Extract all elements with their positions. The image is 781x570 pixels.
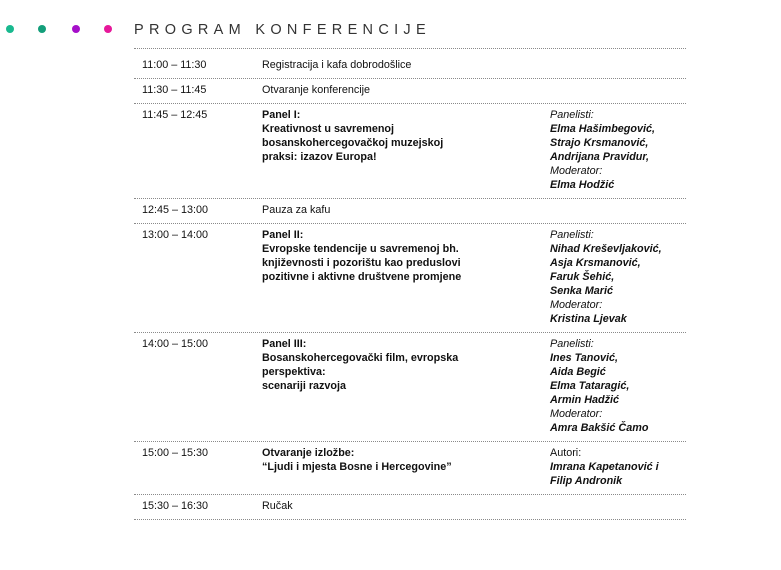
program-row xyxy=(134,442,686,495)
participants xyxy=(550,446,690,488)
time-slot: 11:45 – 12:45 xyxy=(142,109,208,121)
time-slot: 15:30 – 16:30 xyxy=(142,500,209,512)
event-line: praksi: izazov Europa! xyxy=(262,151,377,163)
participant-role-label: Autori: xyxy=(550,447,582,459)
program-row xyxy=(134,333,686,442)
participants xyxy=(550,228,690,326)
participant-name: Filip Andronik xyxy=(550,475,623,487)
event-line: “Ljudi i mjesta Bosne i Hercegovine” xyxy=(262,461,452,473)
event-line: Registracija i kafa dobrodošlice xyxy=(262,59,412,71)
event-description xyxy=(262,83,532,97)
participant-role-label: Moderator: xyxy=(550,408,603,420)
event-description xyxy=(262,108,532,164)
event-line: pozitivne i aktivne društvene promjene xyxy=(262,271,462,283)
participants xyxy=(550,108,690,192)
dot-2-icon xyxy=(38,25,46,33)
participants xyxy=(550,337,690,435)
participant-name: Senka Marić xyxy=(550,285,614,297)
event-description xyxy=(262,58,532,72)
program-row xyxy=(134,224,686,333)
time-slot: 14:00 – 15:00 xyxy=(142,338,209,350)
participant-role-label: Panelisti: xyxy=(550,109,594,121)
program-row xyxy=(134,79,686,104)
participant-name: Armin Hadžić xyxy=(550,394,619,406)
participant-name: Faruk Šehić, xyxy=(550,271,615,283)
program-table xyxy=(134,54,686,520)
event-description xyxy=(262,337,532,393)
program-row xyxy=(134,495,686,520)
program-row xyxy=(134,54,686,79)
dot-3-icon xyxy=(72,25,80,33)
time-slot: 13:00 – 14:00 xyxy=(142,229,209,241)
time-slot: 11:30 – 11:45 xyxy=(142,84,207,96)
page-title: PROGRAM KONFERENCIJE xyxy=(134,22,431,38)
participant-name: Elma Hodžić xyxy=(550,179,615,191)
event-line: Panel II: xyxy=(262,229,304,241)
dot-4-icon xyxy=(104,25,112,33)
event-line: Ručak xyxy=(262,500,293,512)
event-line: Bosanskohercegovački film, evropska xyxy=(262,352,459,364)
event-description xyxy=(262,446,532,474)
participant-name: Andrijana Pravidur, xyxy=(550,151,650,163)
participant-name: Strajo Krsmanović, xyxy=(550,137,649,149)
top-divider xyxy=(134,48,686,49)
event-line: Otvaranje konferencije xyxy=(262,84,371,96)
participant-role-label: Panelisti: xyxy=(550,338,594,350)
participant-name: Amra Bakšić Čamo xyxy=(550,422,649,434)
event-line: Kreativnost u savremenoj xyxy=(262,123,395,135)
participant-name: Asja Krsmanović, xyxy=(550,257,641,269)
participant-name: Elma Tataragić, xyxy=(550,380,630,392)
participant-role-label: Moderator: xyxy=(550,299,603,311)
participant-name: Ines Tanović, xyxy=(550,352,619,364)
event-description xyxy=(262,228,532,284)
event-line: perspektiva: xyxy=(262,366,326,378)
event-line: Pauza za kafu xyxy=(262,204,331,216)
event-line: Otvaranje izložbe: xyxy=(262,447,355,459)
event-line: književnosti i pozorištu kao preduslovi xyxy=(262,257,461,269)
event-line: Panel III: xyxy=(262,338,307,350)
event-line: Evropske tendencije u savremenoj bh. xyxy=(262,243,459,255)
event-description xyxy=(262,203,532,217)
participant-name: Kristina Ljevak xyxy=(550,313,627,325)
header xyxy=(0,21,781,41)
event-description xyxy=(262,499,532,513)
participant-role-label: Moderator: xyxy=(550,165,603,177)
participant-role-label: Panelisti: xyxy=(550,229,594,241)
event-line: Panel I: xyxy=(262,109,301,121)
program-row xyxy=(134,199,686,224)
dot-1-icon xyxy=(6,25,14,33)
participant-name: Imrana Kapetanović i xyxy=(550,461,659,473)
time-slot: 12:45 – 13:00 xyxy=(142,204,209,216)
time-slot: 11:00 – 11:30 xyxy=(142,59,207,71)
event-line: bosanskohercegovačkoj muzejskoj xyxy=(262,137,444,149)
event-line: scenariji razvoja xyxy=(262,380,347,392)
participant-name: Elma Hašimbegović, xyxy=(550,123,656,135)
participant-name: Aida Begić xyxy=(550,366,606,378)
participant-name: Nihad Kreševljaković, xyxy=(550,243,662,255)
time-slot: 15:00 – 15:30 xyxy=(142,447,209,459)
program-row xyxy=(134,104,686,199)
